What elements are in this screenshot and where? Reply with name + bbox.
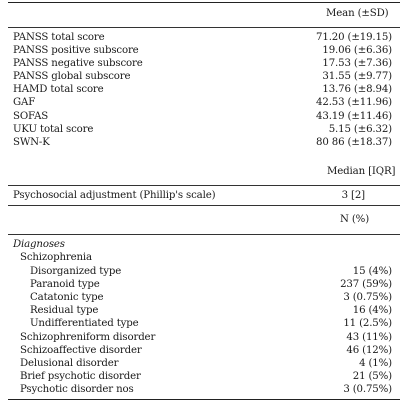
table1-header-rule [8,27,400,28]
row-value: 43.19 (±11.46) [316,111,392,122]
table2-bottom-rule [8,205,400,206]
row-label: UKU total score [13,124,94,135]
table-row [8,110,400,123]
table2-header: Median [IQR] [327,166,396,177]
table3-header-rule [8,234,400,235]
row-value: 13.76 (±8.94) [322,84,392,95]
table-row [8,265,400,278]
row-label: PANSS total score [13,32,105,43]
table-row [8,123,400,136]
row-value: 5.15 (±6.32) [328,124,392,135]
table1-top-rule [8,2,400,3]
row-label: Schizoaffective disorder [20,345,142,356]
row-value: 16 (4%) [352,305,392,316]
table-row [8,57,400,70]
row-value: 71.20 (±19.15) [316,32,392,43]
table-row [8,304,400,317]
row-label: Delusional disorder [20,358,119,369]
row-value: 31.55 (±9.77) [322,71,392,82]
table-row [8,357,400,370]
row-label: Catatonic type [30,292,104,303]
row-value: 3 (0.75%) [343,292,392,303]
row-value: 3 [2] [341,190,365,201]
row-label: Residual type [30,305,99,316]
group-label: Schizophrenia [20,252,92,263]
table-row [8,136,400,149]
table-row [8,370,400,383]
section-label: Diagnoses [13,239,65,250]
row-label: Undifferentiated type [30,318,139,329]
row-value: 21 (5%) [352,371,392,382]
row-label: PANSS negative subscore [13,58,143,69]
table-row [8,189,400,202]
row-label: PANSS positive subscore [13,45,139,56]
table-row [8,344,400,357]
table-row [8,31,400,44]
table-row [8,317,400,330]
row-value: 237 (59%) [340,279,392,290]
table-row [8,70,400,83]
table3-bottom-rule [8,399,400,400]
row-value: 19.06 (±6.36) [322,45,392,56]
group-label-row [8,251,400,264]
table3-header: N (%) [340,214,370,225]
row-value: 4 (1%) [359,358,392,369]
row-value: 11 (2.5%) [343,318,392,329]
row-value: 46 (12%) [346,345,392,356]
row-label: Disorganized type [30,266,122,277]
row-label: HAMD total score [13,84,104,95]
table-row [8,331,400,344]
row-label: Schizophreniform disorder [20,332,156,343]
row-label: SWN-K [13,137,50,148]
table1-header: Mean (±SD) [326,8,389,19]
table-row [8,278,400,291]
row-value: 17.53 (±7.36) [322,58,392,69]
row-label: Psychosocial adjustment (Phillip's scale) [13,190,216,201]
table-row [8,96,400,109]
row-label: PANSS global subscore [13,71,131,82]
row-value: 43 (11%) [346,332,392,343]
table-row [8,83,400,96]
row-label: Paranoid type [30,279,100,290]
row-label: GAF [13,97,36,108]
section-label-row [8,238,400,251]
row-label: Brief psychotic disorder [20,371,141,382]
row-value: 15 (4%) [352,266,392,277]
row-value: 80 86 (±18.37) [316,137,392,148]
table-row [8,383,400,396]
table-row [8,44,400,57]
row-value: 3 (0.75%) [343,384,392,395]
table2-header-rule [8,185,400,186]
row-label: SOFAS [13,111,49,122]
row-label: Psychotic disorder nos [20,384,134,395]
table-row [8,291,400,304]
row-value: 42.53 (±11.96) [316,97,392,108]
